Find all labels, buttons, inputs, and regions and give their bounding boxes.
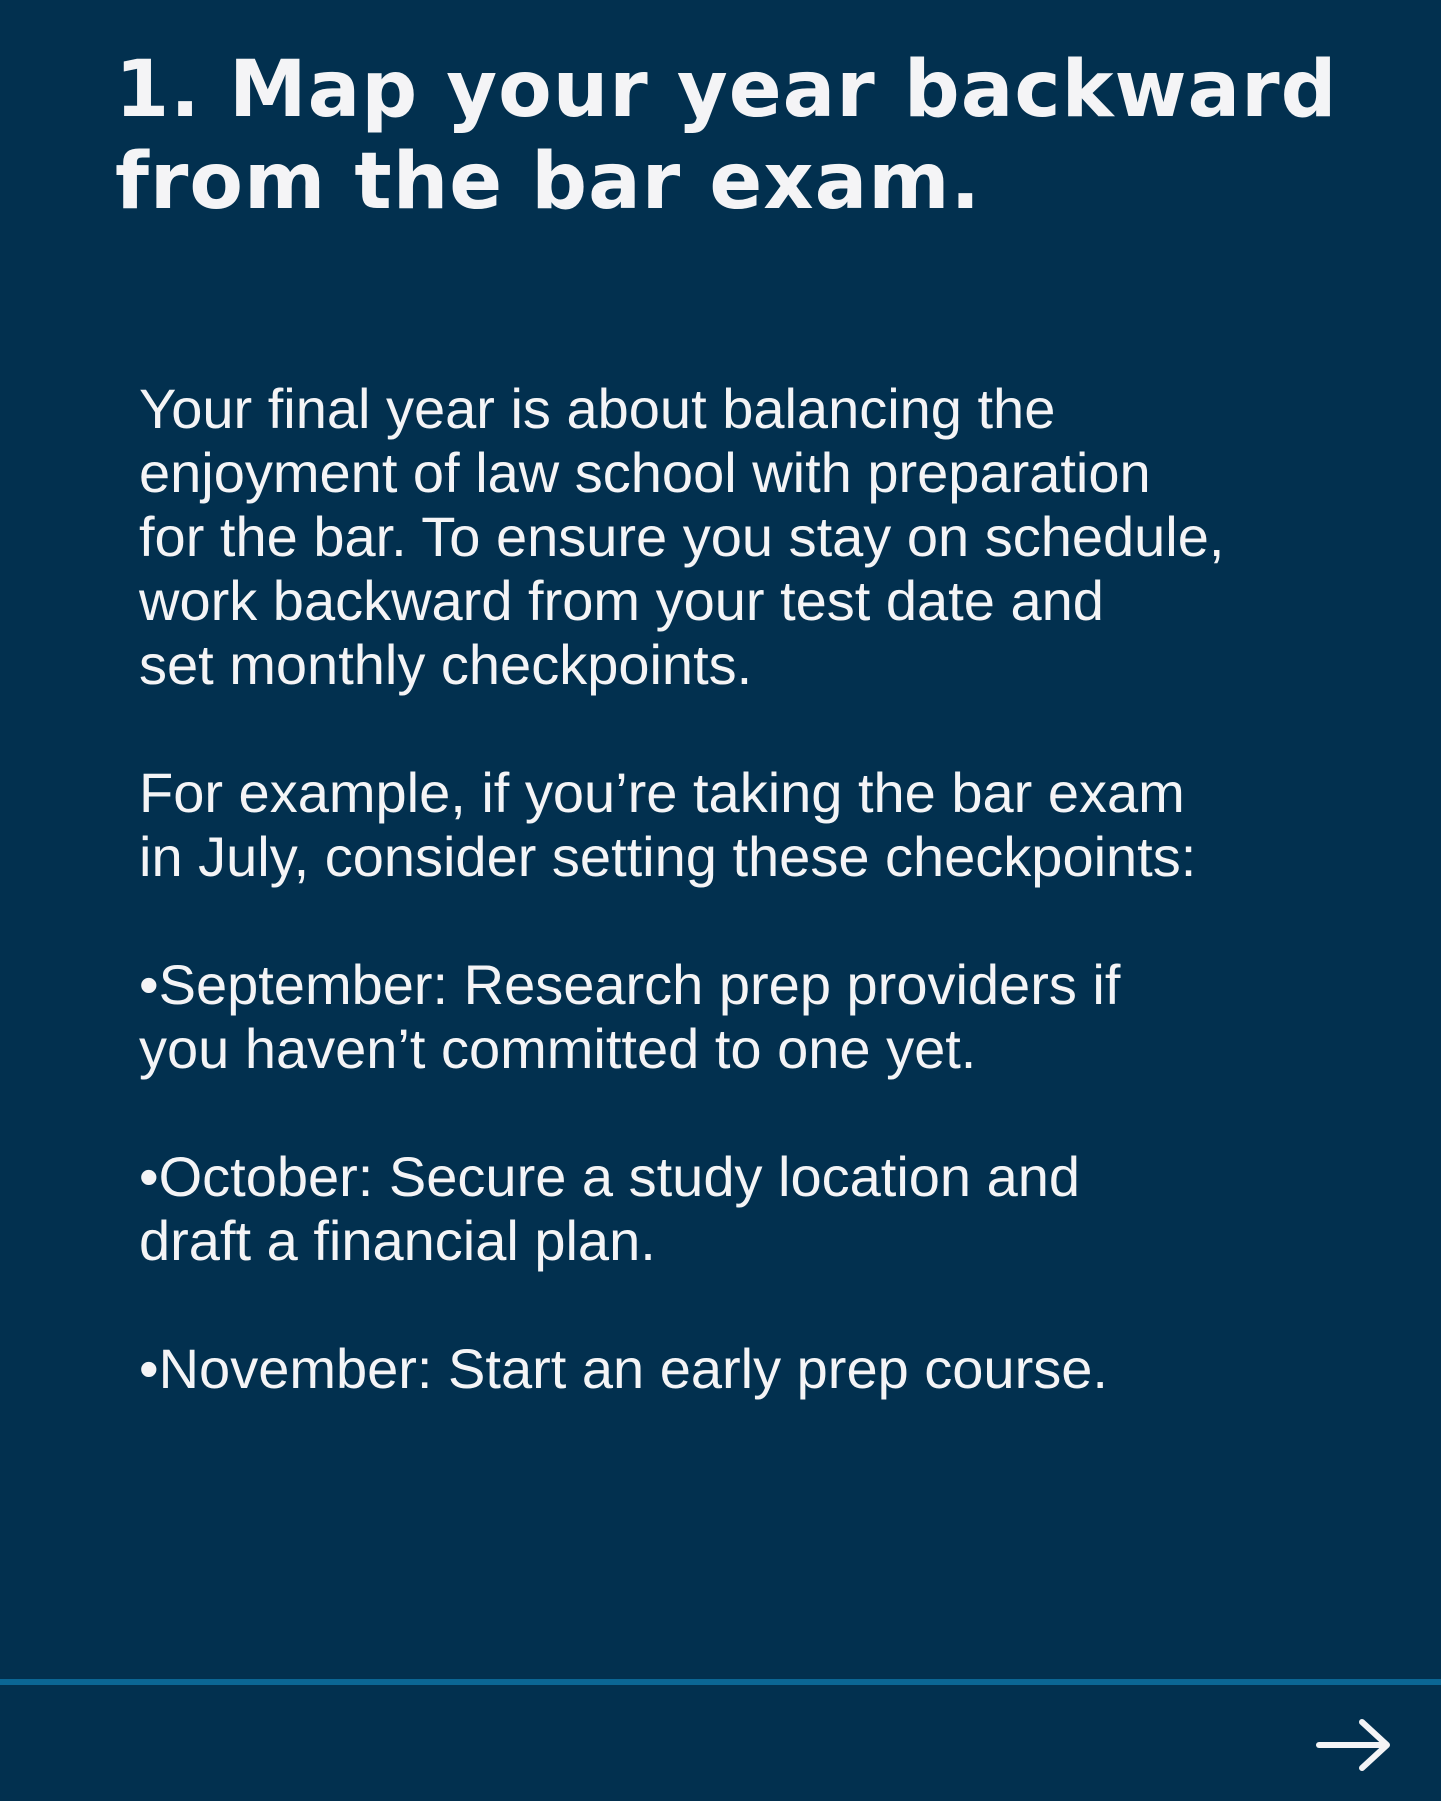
intro-line: enjoyment of law school with preparation (139, 441, 1151, 504)
example-paragraph (139, 761, 1399, 889)
intro-line: Your final year is about balancing the (139, 377, 1056, 440)
checkpoint-list (139, 953, 1399, 1401)
body-content (139, 377, 1399, 1401)
footer-divider (0, 1679, 1441, 1685)
checkpoint-item-september (139, 953, 1399, 1081)
checkpoint-line: you haven’t committed to one yet. (139, 1017, 977, 1080)
checkpoint-line: •November: Start an early prep course. (139, 1337, 1108, 1400)
page-title (115, 44, 1355, 228)
title-line: from the bar exam. (115, 137, 982, 227)
intro-paragraph (139, 377, 1399, 697)
intro-line: for the bar. To ensure you stay on schedule, (139, 505, 1225, 568)
checkpoint-line: •October: Secure a study location and (139, 1145, 1081, 1208)
checkpoint-item-october (139, 1145, 1399, 1273)
checkpoint-line: •September: Research prep providers if (139, 953, 1121, 1016)
title-line: 1. Map your year backward (115, 45, 1338, 135)
checkpoint-item-november (139, 1337, 1399, 1401)
intro-line: work backward from your test date and (139, 569, 1104, 632)
checkpoint-line: draft a financial plan. (139, 1209, 656, 1272)
intro-line: set monthly checkpoints. (139, 633, 753, 696)
arrow-right-icon[interactable] (1316, 1717, 1392, 1773)
example-line: For example, if you’re taking the bar exam (139, 761, 1185, 824)
example-line: in July, consider setting these checkpoints: (139, 825, 1197, 888)
